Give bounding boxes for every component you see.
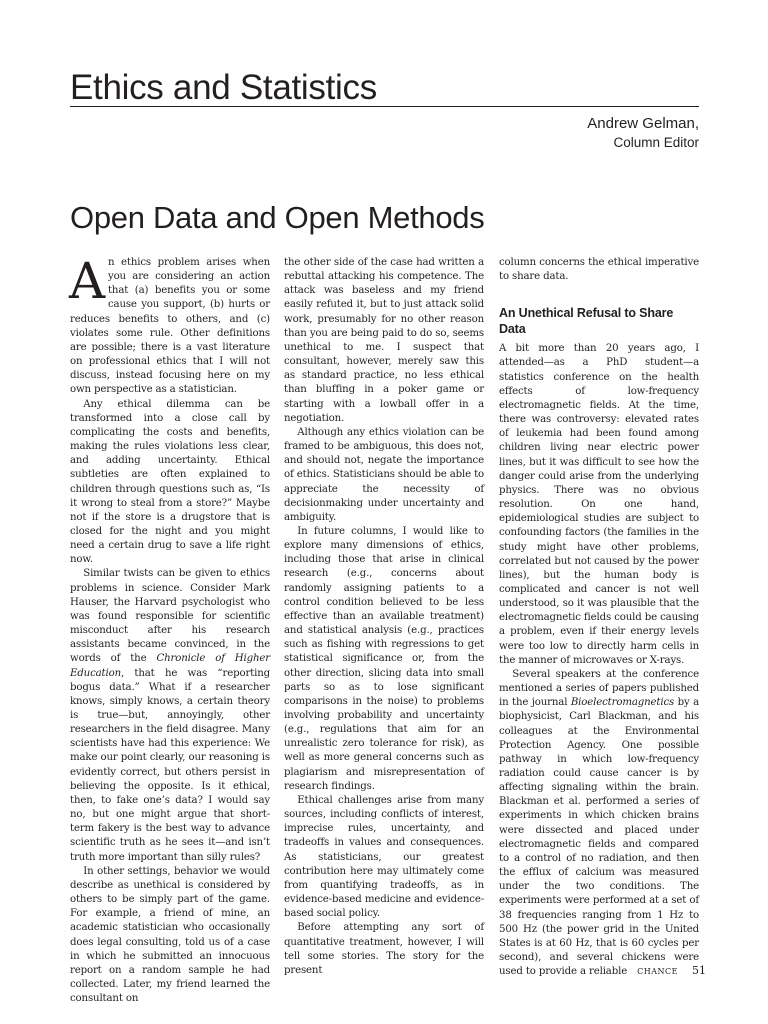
paragraph: column concerns the ethical imperative to share data. xyxy=(499,257,699,283)
header-rule xyxy=(70,106,699,107)
paragraph: Ethical challenges arise from many sources, including conflicts of interest, imprecise rules, uncertainty, and tradeoffs in values and consequences. As statisticians, our greatest contribution here may ultimately come from quantifying tradeoffs, as in evidence-based medicine and evidence-based social policy. xyxy=(284,794,484,920)
paragraph: the other side of the case had written a rebuttal attacking his competence. The attack was baseless and my friend easily refuted it, but to just attack solid work, presumably for no other reason than you are being paid to do so, seems unethical to me. I suspect that consultant, however, merely saw this as standard practice, no less ethical than bluffing in a poker game or starting with a lowball offer in a negotiation. xyxy=(284,257,484,424)
drop-cap: A xyxy=(69,252,105,310)
author-name: Andrew Gelman, xyxy=(587,115,699,132)
page-number: 51 xyxy=(692,964,706,977)
paragraph: Several speakers at the conference mentioned a series of papers published in the journal Bioelectromagnetics by a biophysicist, Carl Blackman, and his colleagues at the Environmental Protection Agency. One possible pathway in which low-frequency radiation could cause cancer is by affecting signaling within the brain. Blackman et al. performed a series of experiments in which chicken brains were dissected and placed under electromagnetic fields and compared to a control of no radiation, and then the efflux of calcium was measured under the two conditions. The experiments were performed at a set of 38 frequencies ranging from 1 Hz to 500 Hz (the power grid in the United States is at 60 Hz, that is 60 cycles per second), and several chickens were used to provide a reliable xyxy=(499,668,700,978)
paragraph: Before attempting any sort of quantitative treatment, however, I will tell some stories. The story for the present xyxy=(284,922,484,976)
paragraph: A bit more than 20 years ago, I attended—as a PhD student—a statistics conference on the health effects of low-frequency electromagnetic fields. At the time, there was controversy: elevated rates of leukemia had been found among children living near electric power lines, but it was difficult to see how the danger could arise from the underlying physics. There was no obvious resolution. On one hand, epidemiological studies are subject to confounding factors (the families in the study might have other problems, correlated but not caused by the power lines), but the human body is complicated and cancer is not well understood, so it was plausible that the electromagnetic fields could be causing a problem, even if their energy levels were too low to directly harm cells in the manner of microwaves or X-rays. xyxy=(499,343,699,666)
journal-title: Chronicle of Higher Education xyxy=(70,653,271,679)
author-role: Column Editor xyxy=(613,135,699,150)
author-block xyxy=(587,114,699,152)
paragraph: Although any ethics violation can be framed to be ambiguous, this does not, and should not, negate the importance of ethics. Statisticians should be able to appreciate the necessity of decisionmaking under uncertainty and ambiguity. xyxy=(284,426,484,523)
journal-title: Bioelectromagnetics xyxy=(570,697,675,709)
paragraph: Similar twists can be given to ethics problems in science. Consider Mark Hauser, the Harvard psychologist who was found responsible for scientific misconduct after his research assistants became convinced, in the words of the Chronicle of Higher Education, that he was “reporting bogus data.” What if a researcher knows, simply knows, a certain theory is true—but, annoyingly, other researchers in the field disagree. Many scientists have had this experience: We make our point clearly, our reasoning is evidently correct, but others persist in believing the opposite. Is it ethical, then, to fake one’s data? I would say no, but one might argue that short-term fakery is the best way to advance scientific truth as he sees it—and isn’t truth more important than silly rules? xyxy=(70,568,271,863)
page-footer xyxy=(637,959,706,978)
section-heading: An Unethical Refusal to Share Data xyxy=(499,306,674,336)
journal-name: CHANCE xyxy=(637,967,678,976)
text-column-2 xyxy=(284,256,484,978)
paragraph: An ethics problem arises when you are considering an action that (a) benefits you or some cause you support, (b) hurts or reduces benefits to others, and (c) violates some rule. Other definitions are possible; there is a vast literature on professional ethics that I will not discuss, instead focusing here on my own perspective as a statistician. xyxy=(69,252,270,396)
paragraph: In other settings, behavior we would describe as unethical is considered by others to be simply part of the game. For example, a friend of mine, an academic statistician who occasionally does legal consulting, told us of a case in which he submitted an innocuous report on a random sample he had collected. Later, my friend learned the consultant on xyxy=(70,865,270,1005)
text-column-1 xyxy=(69,252,271,1006)
article-title: Open Data and Open Methods xyxy=(70,200,485,235)
paragraph: In future columns, I would like to explore many dimensions of ethics, including those that arise in clinical research (e.g., concerns about randomly assigning patients to a control condition believed to be less effective than an available treatment) and statistical analysis (e.g., practices such as fishing with regressions to get statistical significance or, from the other direction, slicing data into small parts so as to lose significant comparisons in the noise) to problems involving probability and uncertainty (e.g., regulations that aim for an unrealistic zero tolerance for risk), as well as more general concerns such as plagiarism and misrepresentation of research findings. xyxy=(284,525,484,792)
column-title: Ethics and Statistics xyxy=(70,68,377,107)
text-column-3 xyxy=(499,256,699,979)
paragraph: Any ethical dilemma can be transformed into a close call by complicating the costs and benefits, making the rules violations less clear, and adding uncertainty. Ethical subtleties are often explained to children through questions such as, “Is it wrong to steal from a store?” Maybe not if the store is a drugstore that is closed for the night and you might need a certain drug to save a life right now. xyxy=(70,398,270,566)
